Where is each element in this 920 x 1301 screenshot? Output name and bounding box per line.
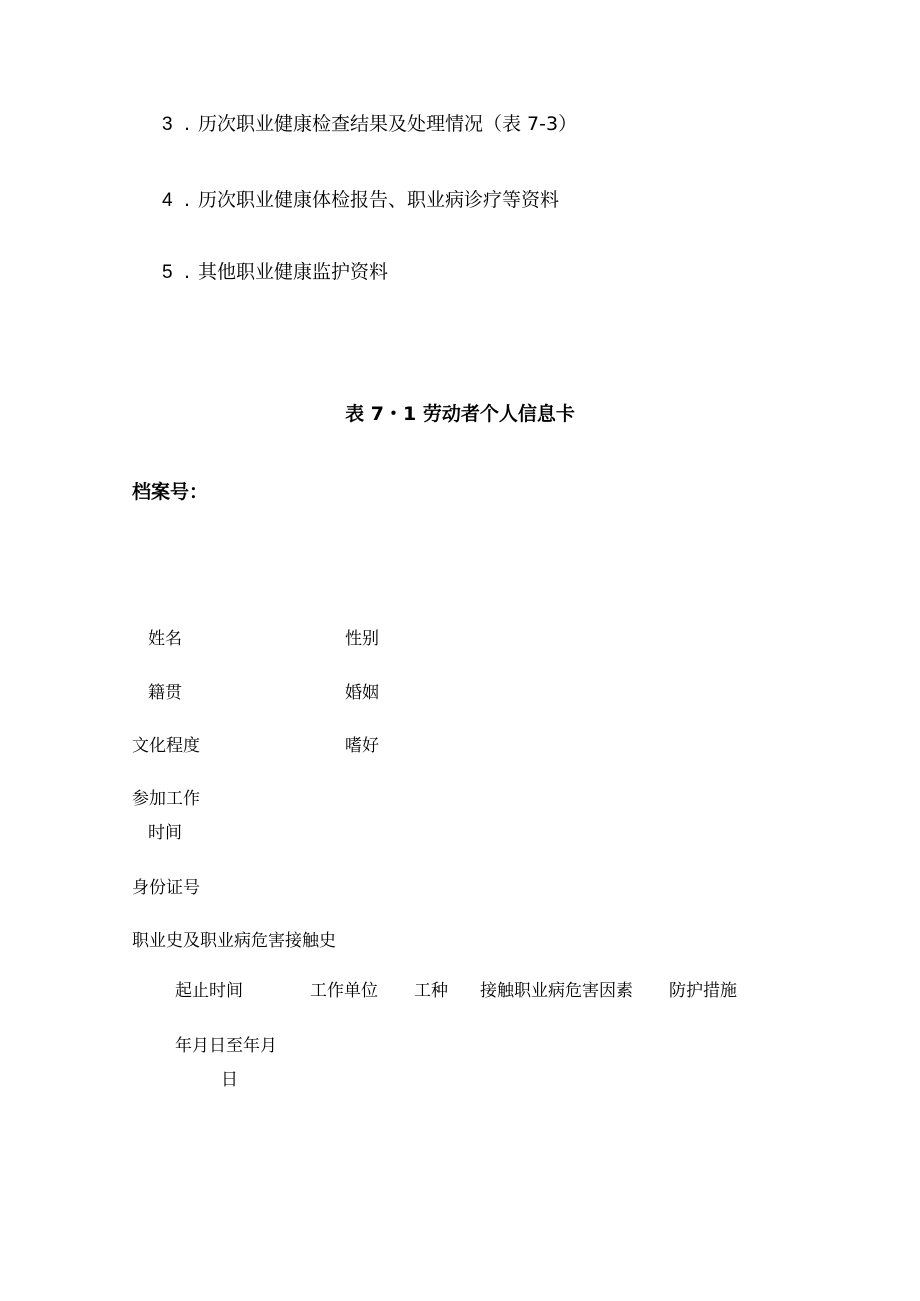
list-text: 历次职业健康体检报告、职业病诊疗等资料 (198, 189, 560, 211)
column-hazards: 接触职业病危害因素 (480, 981, 633, 1001)
list-separator: . (184, 113, 191, 135)
column-protection: 防护措施 (669, 981, 737, 1001)
gender-label: 性别 (345, 629, 379, 649)
column-job-type: 工种 (414, 981, 448, 1001)
list-item-4 (162, 187, 559, 214)
list-separator: . (184, 261, 191, 283)
period-value-line2: 日 (221, 1070, 238, 1090)
column-period: 起止时间 (175, 981, 243, 1001)
list-number: 3 (162, 114, 173, 135)
hometown-label: 籍贯 (148, 683, 182, 703)
history-title: 职业史及职业病危害接触史 (132, 931, 336, 951)
list-text: 历次职业健康检查结果及处理情况（表 7-3） (198, 113, 578, 135)
work-start-label-line2: 时间 (148, 823, 182, 843)
list-item-5 (162, 259, 388, 286)
name-label: 姓名 (148, 629, 182, 649)
list-number: 4 (162, 190, 173, 211)
list-number: 5 (162, 262, 173, 283)
list-separator: . (184, 189, 191, 211)
id-number-label: 身份证号 (132, 878, 200, 898)
list-item-3 (162, 111, 577, 138)
column-employer: 工作单位 (310, 981, 378, 1001)
education-label: 文化程度 (132, 736, 200, 756)
table-title: 表 7・1 劳动者个人信息卡 (345, 403, 575, 425)
hobby-label: 嗜好 (345, 736, 379, 756)
archive-number-label: 档案号： (132, 481, 209, 503)
list-text: 其他职业健康监护资料 (198, 261, 389, 283)
period-value-line1: 年月日至年月 (175, 1036, 277, 1056)
marriage-label: 婚姻 (345, 683, 379, 703)
work-start-label-line1: 参加工作 (132, 789, 200, 809)
